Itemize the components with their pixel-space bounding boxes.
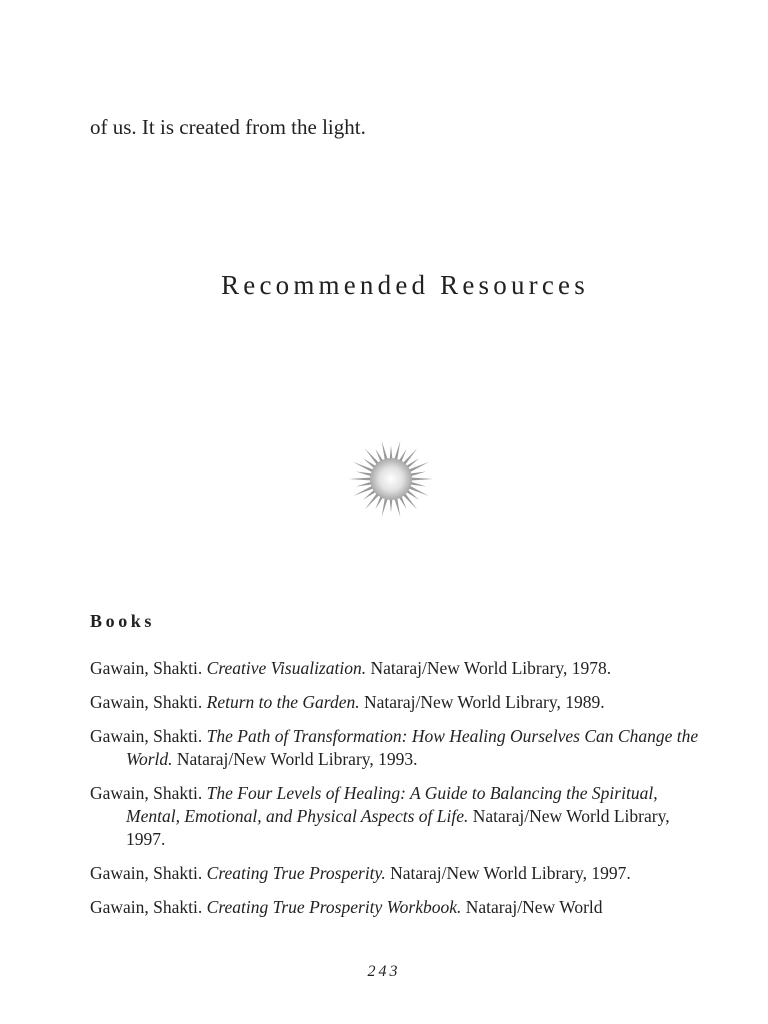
ref-publisher: Nataraj/New World Library, 1978. xyxy=(370,658,612,678)
sunburst-ornament-icon xyxy=(346,437,436,521)
ref-publisher: Nataraj/New World Library, 1989. xyxy=(363,692,605,712)
carryover-paragraph: of us. It is created from the light. xyxy=(90,115,366,139)
ref-title: Creating True Prosperity Workbook. xyxy=(206,897,462,917)
page-number: 243 xyxy=(367,963,401,980)
list-item xyxy=(90,691,710,714)
ref-author: Gawain, Shakti. xyxy=(90,863,203,883)
list-item xyxy=(90,896,710,919)
chapter-title: Recommended Resources xyxy=(221,270,589,300)
ref-publisher: Nataraj/New World Library, 1997. xyxy=(390,863,631,883)
sun-ray xyxy=(349,477,373,480)
list-item xyxy=(90,657,710,680)
ref-title: The Four Levels of Healing: A Guide to Balancing the Spiritual, Mental, Emotional, and Physical Aspects of Life. xyxy=(126,783,658,826)
ref-author: Gawain, Shakti. xyxy=(90,783,203,803)
list-item xyxy=(90,862,710,885)
ref-title: Return to the Garden. xyxy=(206,692,360,712)
ref-title: Creative Visualization. xyxy=(206,658,367,678)
ref-author: Gawain, Shakti. xyxy=(90,726,203,746)
sun-ray xyxy=(409,477,433,480)
list-item xyxy=(90,782,710,851)
ref-publisher: Nataraj/New World xyxy=(465,897,603,917)
ref-author: Gawain, Shakti. xyxy=(90,658,203,678)
section-heading-books: Books xyxy=(90,611,156,631)
list-item xyxy=(90,725,710,771)
ref-title: The Path of Transformation: How Healing Ourselves Can Change the World. xyxy=(126,726,699,769)
ref-publisher: Nataraj/New World Library, 1997. xyxy=(126,806,670,849)
bibliography-list xyxy=(90,657,710,930)
ref-publisher: Nataraj/New World Library, 1993. xyxy=(176,749,418,769)
ref-author: Gawain, Shakti. xyxy=(90,897,203,917)
ref-title: Creating True Prosperity. xyxy=(206,863,386,883)
ref-author: Gawain, Shakti. xyxy=(90,692,203,712)
